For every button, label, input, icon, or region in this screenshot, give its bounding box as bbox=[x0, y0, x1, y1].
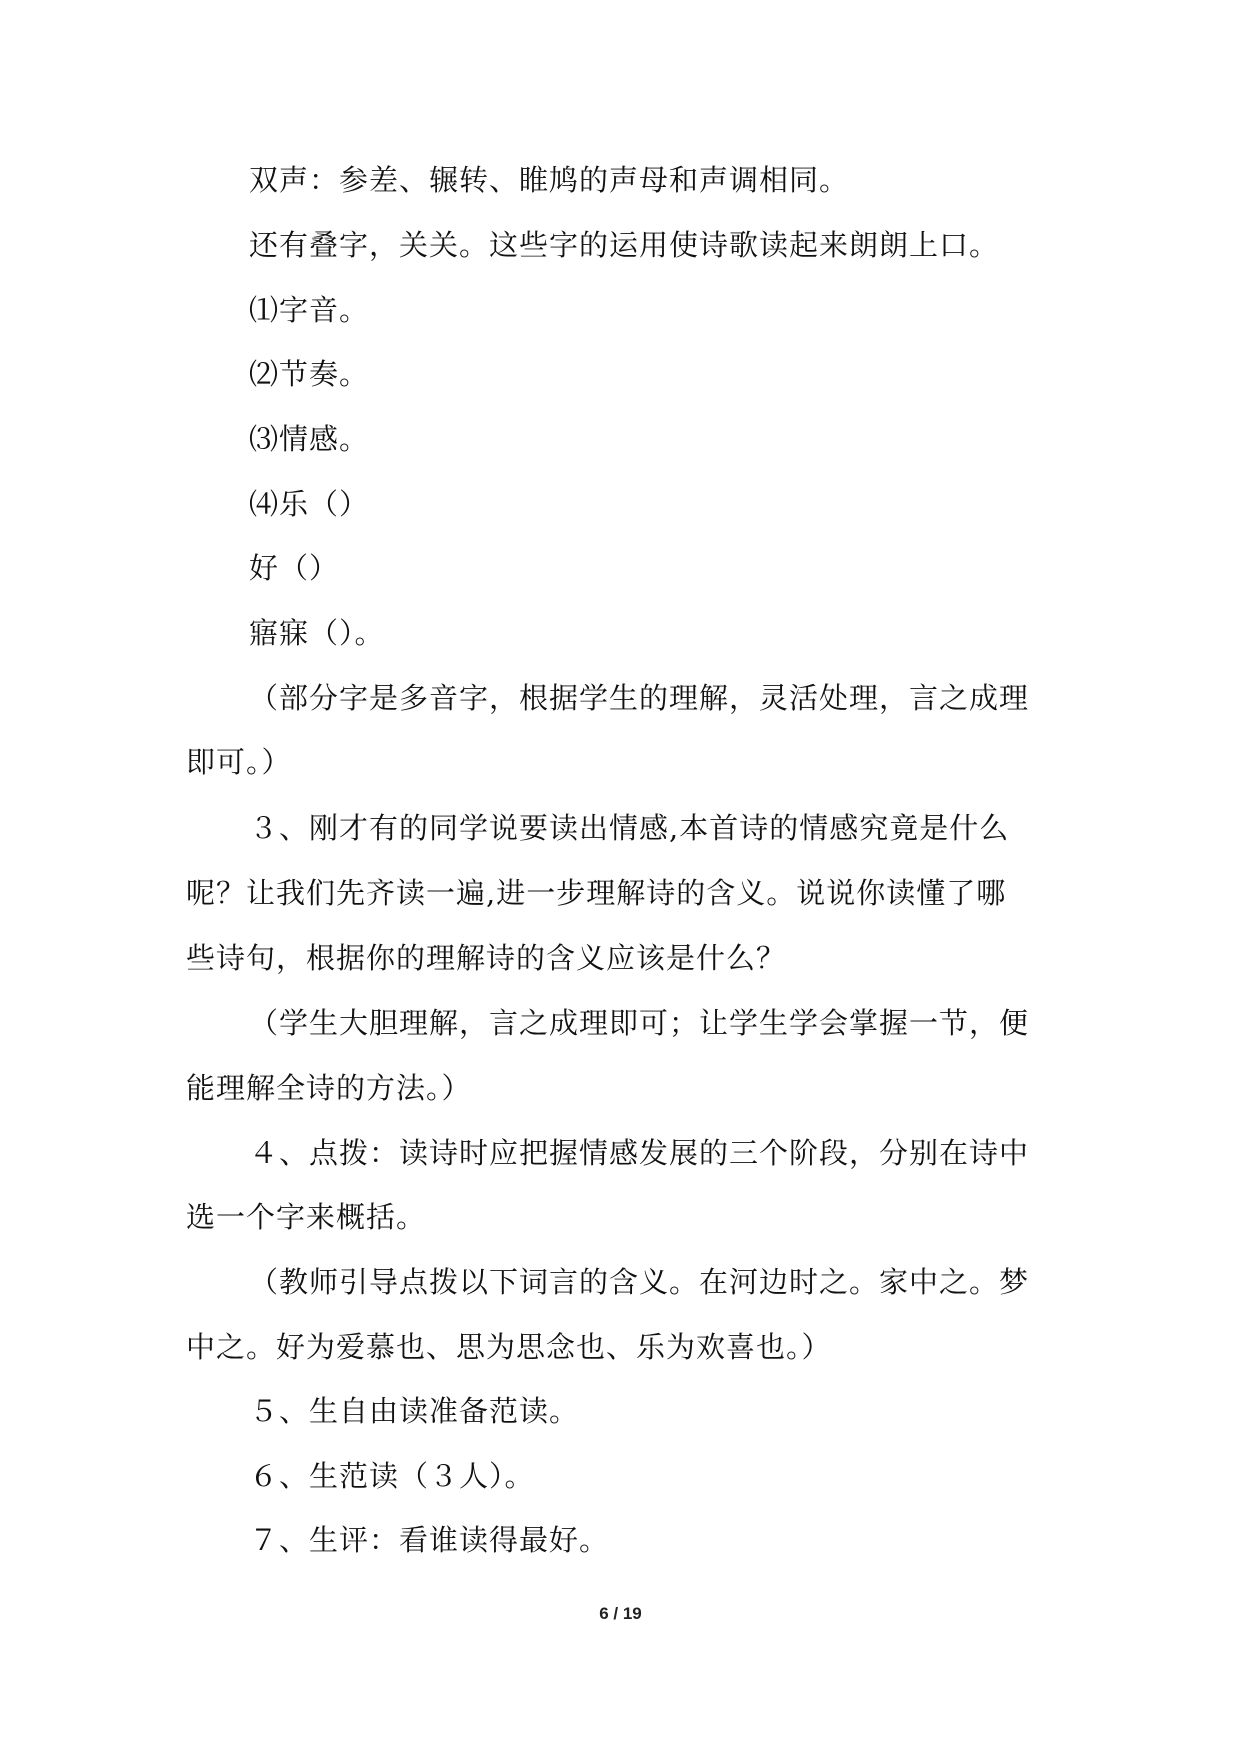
step-line: ３、刚才有的同学说要读出情感,本首诗的情感究竟是什么 bbox=[249, 811, 1010, 845]
list-item: ⑵节奏。 bbox=[249, 357, 370, 391]
step-line: ７、生评：看谁读得最好。 bbox=[249, 1523, 610, 1557]
step-line: ５、生自由读准备范读。 bbox=[249, 1394, 580, 1428]
step-line: 选一个字来概括。 bbox=[186, 1200, 427, 1234]
text-line: 寤寐（）。 bbox=[249, 616, 385, 650]
text-line: 还有叠字，关关。这些字的运用使诗歌读起来朗朗上口。 bbox=[249, 228, 1000, 262]
step-line: ６、生范读（３人）。 bbox=[249, 1459, 535, 1493]
step-line: 呢？让我们先齐读一遍,进一步理解诗的含义。说说你读懂了哪 bbox=[186, 876, 1007, 910]
text-line: 双声：参差、辗转、睢鸠的声母和声调相同。 bbox=[249, 163, 850, 197]
text-line: 好（） bbox=[249, 551, 340, 585]
step-line: ４、点拨：读诗时应把握情感发展的三个阶段，分别在诗中 bbox=[249, 1136, 1030, 1170]
page-number: 6 / 19 bbox=[599, 1604, 642, 1623]
list-item: ⑶情感。 bbox=[249, 422, 370, 456]
note-line: （部分字是多音字，根据学生的理解，灵活处理，言之成理 bbox=[249, 681, 1030, 715]
note-line: 能理解全诗的方法。） bbox=[186, 1071, 472, 1105]
step-line: 些诗句，根据你的理解诗的含义应该是什么？ bbox=[186, 941, 787, 975]
note-line: （教师引导点拨以下词言的含义。在河边时之。家中之。梦 bbox=[249, 1265, 1030, 1299]
note-line: 中之。好为爱慕也、思为思念也、乐为欢喜也。） bbox=[186, 1330, 832, 1364]
list-item: ⑷乐（） bbox=[249, 487, 370, 521]
note-line: 即可。） bbox=[186, 745, 292, 779]
list-item: ⑴字音。 bbox=[249, 293, 370, 327]
note-line: （学生大胆理解，言之成理即可；让学生学会掌握一节，便 bbox=[249, 1006, 1030, 1040]
